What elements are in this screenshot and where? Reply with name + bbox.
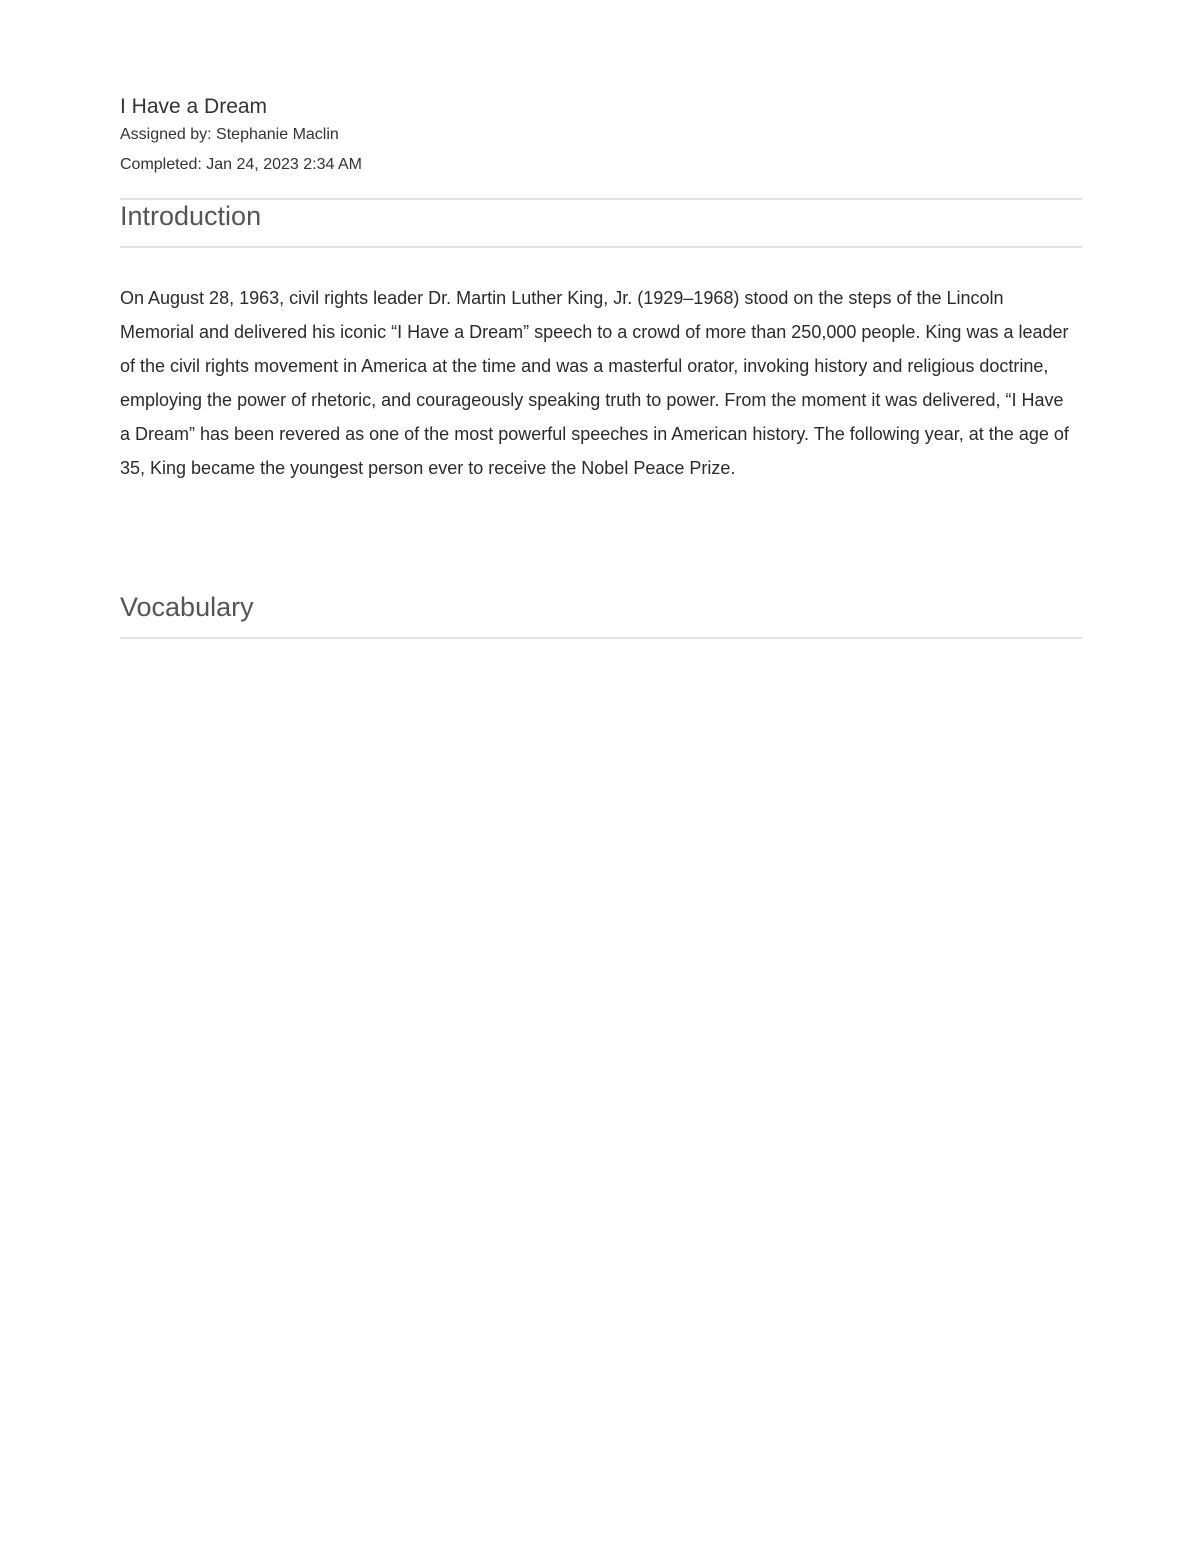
- assigned-by-text: Assigned by: Stephanie Maclin: [120, 126, 339, 143]
- divider: [120, 198, 1082, 200]
- completed-timestamp: Completed: Jan 24, 2023 2:34 AM: [120, 156, 362, 173]
- divider: [120, 637, 1082, 639]
- section-heading-introduction: Introduction: [120, 201, 262, 231]
- divider: [120, 246, 1082, 248]
- section-heading-vocabulary: Vocabulary: [120, 592, 254, 622]
- introduction-paragraph: On August 28, 1963, civil rights leader Dr. Martin Luther King, Jr. (1929–1968) stood on the steps of the Lincoln Memorial and delivered his iconic “I Have a Dream” speech to a crowd of more than 250,000 people. King was a leader of the civil rights movement in America at the time and was a masterful orator, invoking history and religious doctrine, employing the power of rhetoric, and courageously speaking truth to power. From the moment it was delivered, “I Have a Dream” has been revered as one of the most powerful speeches in American history. The following year, at the age of 35, King became the youngest person ever to receive the Nobel Peace Prize.: [120, 288, 1069, 478]
- assignment-title: I Have a Dream: [120, 95, 268, 118]
